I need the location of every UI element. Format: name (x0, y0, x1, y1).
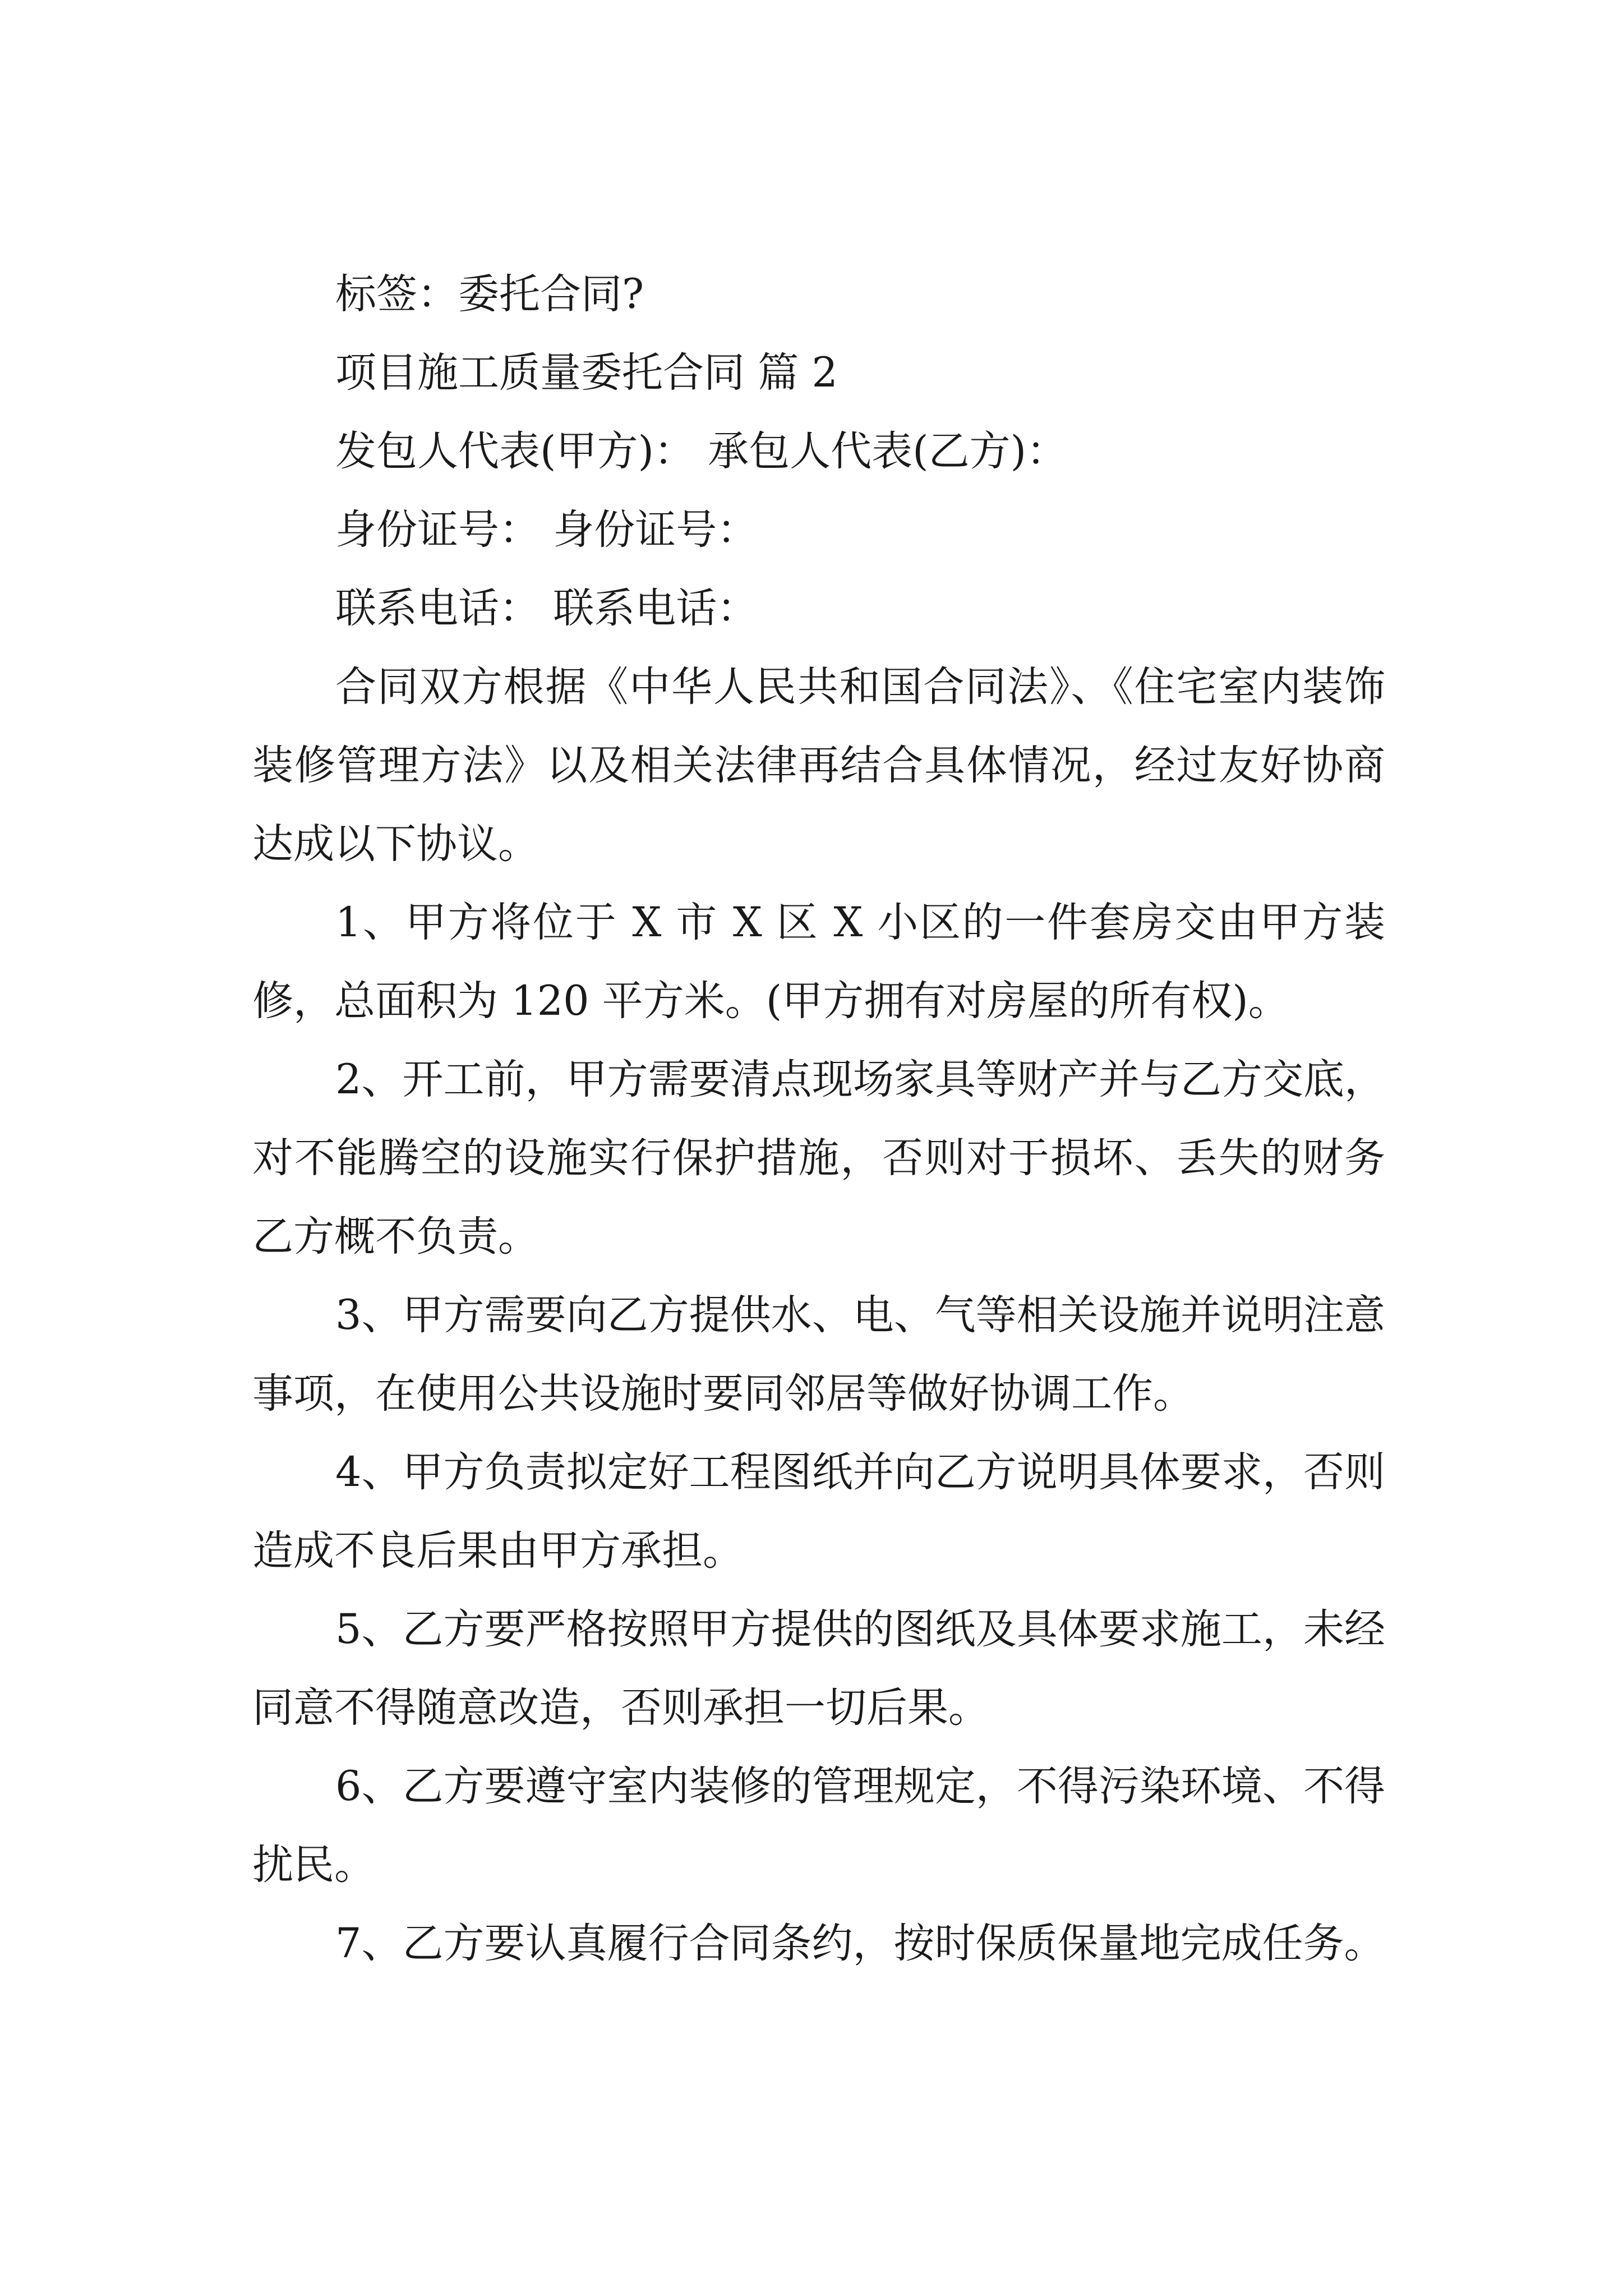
clause-4: 4、甲方负责拟定好工程图纸并向乙方说明具体要求，否则造成不良后果由甲方承担。 (252, 1448, 1385, 1575)
contract-title: 项目施工质量委托合同 篇 2 (335, 349, 838, 397)
clause-2: 2、开工前，甲方需要清点现场家具等财产并与乙方交底，对不能腾空的设施实行保护措施，否则对于损坏、丢失的财务乙方概不负责。 (252, 1056, 1385, 1260)
clause-5: 5、乙方要严格按照甲方提供的图纸及具体要求施工，未经同意不得随意改造，否则承担一切后果。 (252, 1605, 1385, 1732)
document-body (252, 255, 1385, 1983)
intro-paragraph: 合同双方根据《中华人民共和国合同法》、《住宅室内装饰装修管理方法》以及相关法律再结合具体情况，经过友好协商达成以下协议。 (252, 663, 1385, 868)
clause-3: 3、甲方需要向乙方提供水、电、气等相关设施并说明注意事项，在使用公共设施时要同邻居等做好协调工作。 (252, 1291, 1385, 1418)
clause-6: 6、乙方要遵守室内装修的管理规定，不得污染环境、不得扰民。 (252, 1763, 1385, 1889)
phone-line: 联系电话： 联系电话： (335, 585, 758, 632)
clause-7: 7、乙方要认真履行合同条约，按时保质保量地完成任务。 (335, 1920, 1385, 1967)
party-representatives-line: 发包人代表(甲方)： 承包人代表(乙方)： (335, 427, 1068, 475)
clause-1: 1、甲方将位于 X 市 X 区 X 小区的一件套房交由甲方装修，总面积为 120 平方米。(甲方拥有对房屋的所有权)。 (252, 899, 1385, 1025)
id-number-line: 身份证号： 身份证号： (335, 506, 758, 554)
tag-line: 标签：委托合同? (335, 270, 644, 318)
